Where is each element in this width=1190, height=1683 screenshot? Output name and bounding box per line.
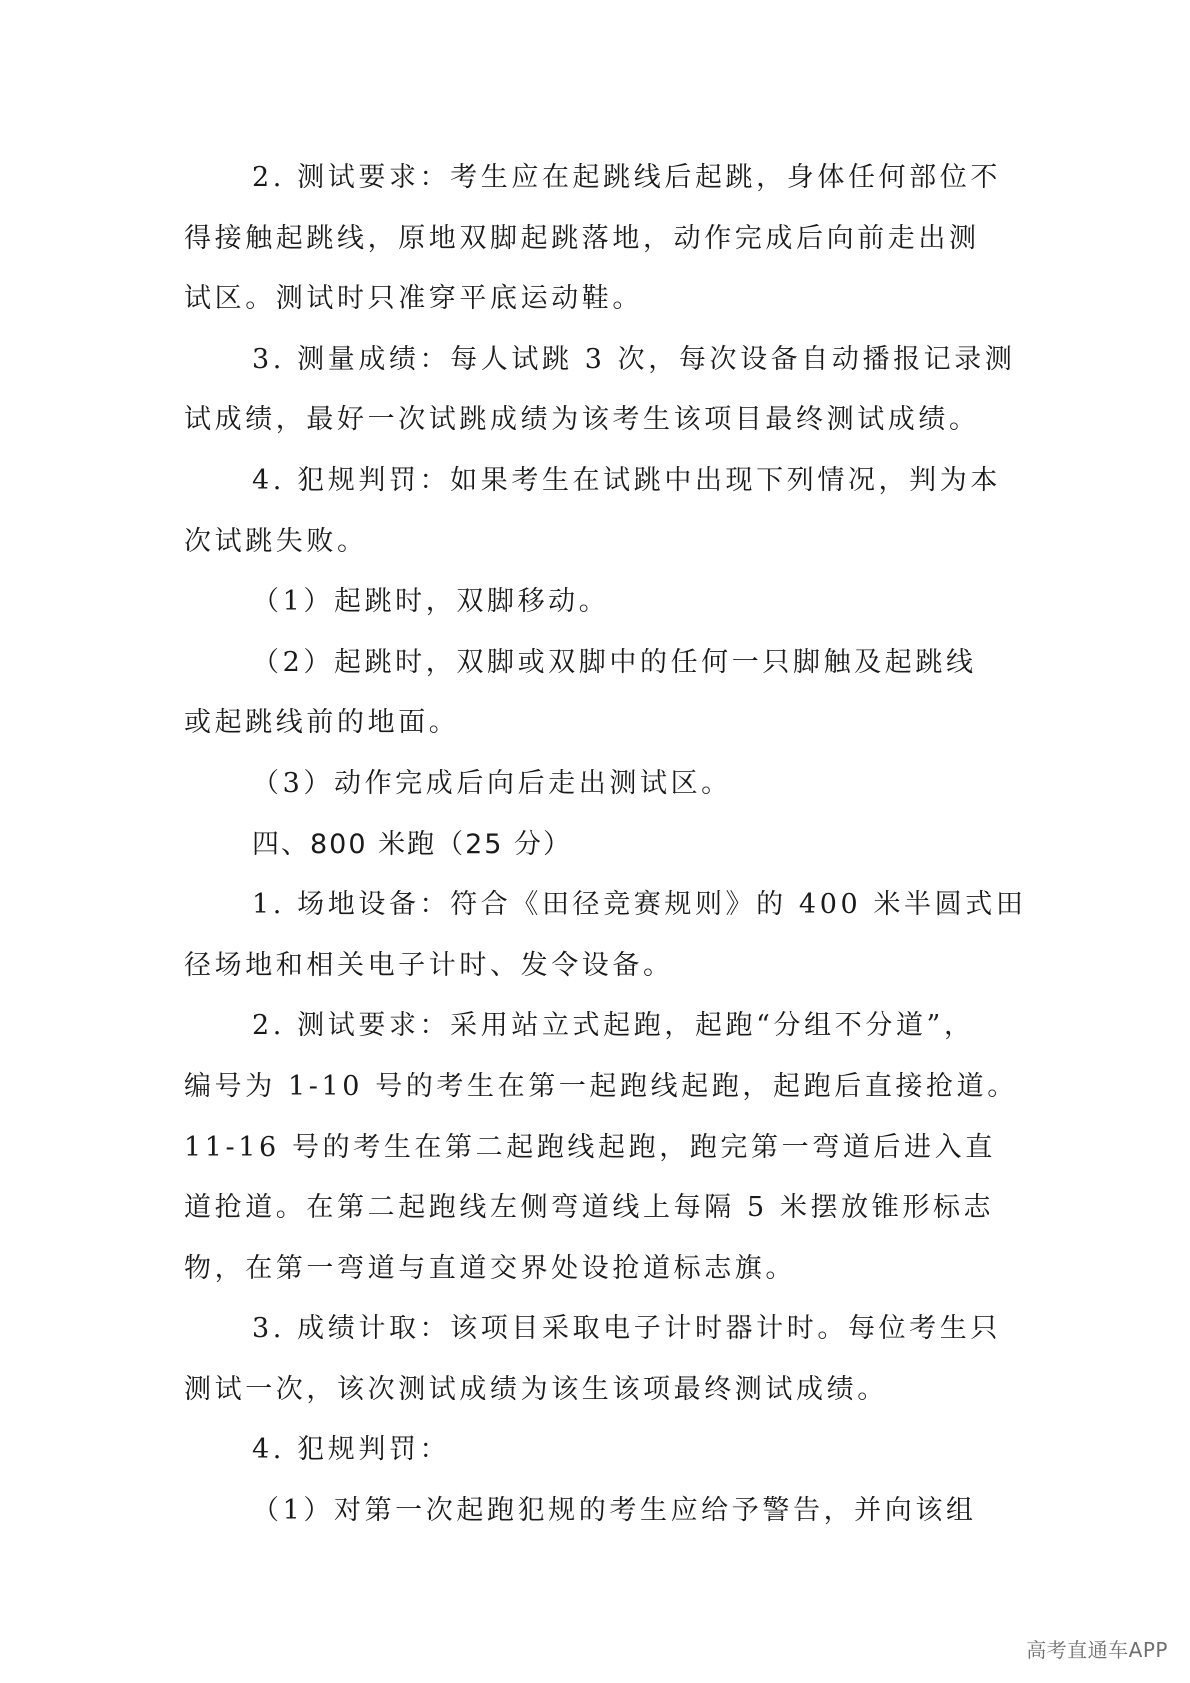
watermark-text: 高考直通车APP [1026, 1638, 1168, 1662]
text-line: 测试一次，该次测试成绩为该生该项最终测试成绩。 [184, 1373, 888, 1405]
text-line: 2. 测试要求：考生应在起跳线后起跳，身体任何部位不 [252, 162, 1001, 193]
section-heading: 四、800 米跑（25 分） [252, 828, 573, 860]
text-line: 11-16 号的考生在第二起跑线起跑，跑完第一弯道后进入直 [184, 1131, 996, 1163]
text-line: 3. 测量成绩：每人试跳 3 次，每次设备自动播报记录测 [252, 343, 1016, 375]
text-line: 或起跳线前的地面。 [184, 707, 460, 739]
text-line: 得接触起跳线，原地双脚起跳落地，动作完成后向前走出测 [184, 222, 980, 254]
text-line: 径场地和相关电子计时、发令设备。 [184, 949, 674, 981]
text-line: 3. 成绩计取：该项目采取电子计时器计时。每位考生只 [252, 1313, 1001, 1345]
list-item: （3）动作完成后向后走出测试区。 [252, 767, 732, 799]
text-line: 2. 测试要求：采用站立式起跑，起跑“分组不分道”， [252, 1010, 975, 1042]
text-line: 4. 犯规判罚：如果考生在试跳中出现下列情况，判为本 [252, 464, 1001, 496]
list-item: （1）起跳时，双脚移动。 [252, 586, 610, 618]
text-line: 次试跳失败。 [184, 525, 368, 557]
text-line: 道抢道。在第二起跑线左侧弯道线上每隔 5 米摆放锥形标志 [184, 1192, 995, 1224]
text-line: 1. 场地设备：符合《田径竞赛规则》的 400 米半圆式田 [252, 889, 1027, 921]
text-line: 物，在第一弯道与直道交界处设抢道标志旗。 [184, 1252, 796, 1284]
text-line: 编号为 1-10 号的考生在第一起跑线起跑，起跑后直接抢道。 [184, 1070, 1018, 1102]
list-item: （1）对第一次起跑犯规的考生应给予警告，并向该组 [252, 1495, 977, 1527]
document-body [184, 148, 1027, 1542]
list-item: （2）起跳时，双脚或双脚中的任何一只脚触及起跳线 [252, 646, 977, 678]
text-line: 4. 犯规判罚： [252, 1434, 451, 1466]
text-line: 试成绩，最好一次试跳成绩为该考生该项目最终测试成绩。 [184, 404, 980, 436]
text-line: 试区。测试时只准穿平底运动鞋。 [184, 283, 643, 315]
